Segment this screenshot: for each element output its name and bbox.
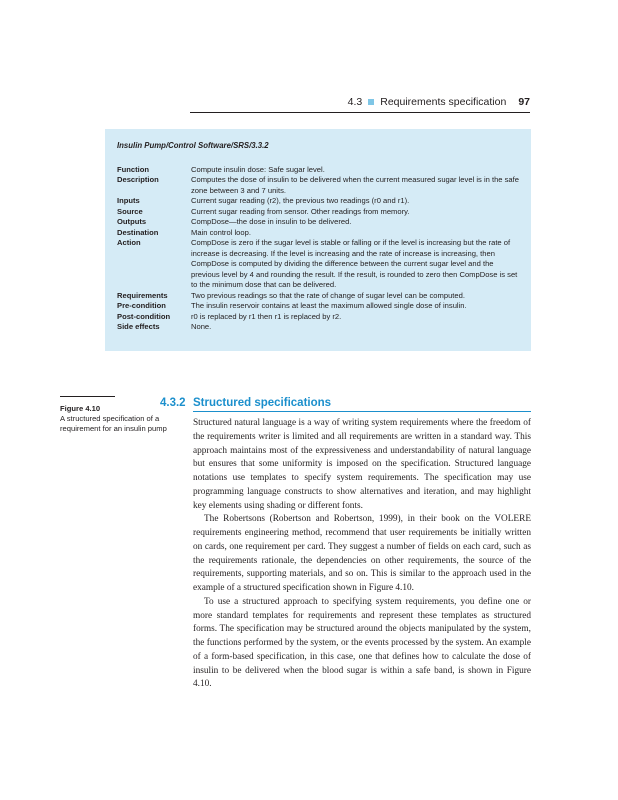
spec-label-destination: Destination <box>117 227 159 237</box>
spec-title: Insulin Pump/Control Software/SRS/3.3.2 <box>117 141 269 150</box>
spec-label-pre-condition: Pre-condition <box>117 301 166 310</box>
spec-row <box>117 175 521 196</box>
spec-value-requirements: Two previous readings so that the rate of change of sugar level can be computed. <box>191 290 465 300</box>
paragraph: To use a structured approach to specifying system requirements, you define one or more standard templates for requirements and represent these templates as structured forms. The specification may be structured around the objects manipulated by the system, the functions performed by the system, or the events processed by the system. An example of a form-based specification, in this case, one that defines how to calculate the dose of insulin to be delivered when the blood sugar is within a safe band, is shown in Figure 4.10. <box>193 596 531 690</box>
page-number: 97 <box>518 96 530 108</box>
spec-row <box>117 291 521 302</box>
spec-value-side-effects: None. <box>191 322 212 331</box>
header-rule <box>190 112 530 113</box>
spec-label-description: Description <box>117 175 159 184</box>
spec-label-outputs: Outputs <box>117 217 147 226</box>
header-square-bullet <box>368 99 374 105</box>
spec-value-destination: Main control loop. <box>191 227 251 237</box>
spec-row <box>117 228 521 239</box>
running-header <box>190 95 530 109</box>
figure-caption-text: A structured specification of a requirement for an insulin pump <box>60 414 167 433</box>
spec-row <box>117 217 521 228</box>
spec-value-description: Computes the dose of insulin to be delivered when the current measured sugar level is in the safe zone between 3 and 7 units. <box>191 175 519 195</box>
section-title: Structured specifications <box>193 397 332 409</box>
spec-row <box>117 196 521 207</box>
figure-label: Figure 4.10 <box>60 404 101 413</box>
section-number: 4.3.2 <box>160 397 186 409</box>
spec-value-function: Compute insulin dose: Safe sugar level. <box>191 164 325 174</box>
spec-label-function: Function <box>117 164 150 174</box>
spec-label-action: Action <box>117 238 141 247</box>
spec-row <box>117 238 521 291</box>
header-section-ref: 4.3 <box>347 96 363 108</box>
spec-value-inputs: Current sugar reading (r2), the previous two readings (r0 and r1). <box>191 196 410 205</box>
spec-value-source: Current sugar reading from sensor. Other readings from memory. <box>191 206 410 216</box>
spec-label-requirements: Requirements <box>117 290 168 300</box>
spec-row <box>117 207 521 218</box>
section-rule <box>193 411 531 412</box>
spec-value-action: CompDose is zero if the sugar level is stable or falling or if the level is increasing but the rate of increase is decreasing. If the level is increasing and the rate of increase is increasing, then CompDose is computed by dividing the difference between the current sugar level and the previous level by 4 and rounding the result. If the result, is rounded to zero then CompDose is set to the minimum dose that can be delivered. <box>191 238 518 289</box>
paragraph: Structured natural language is a way of writing system requirements where the freedom of the requirements writer is limited and all requirements are written in a standard way. This approach maintains most of the expressiveness and understandability of natural language but ensures that some uniformity is imposed on the specification. Structured language notations use templates to specify system requirements. The specification may use programming language constructs to show alternatives and iteration, and may highlight key elements using shading or different fonts. <box>193 418 531 511</box>
specification-box <box>105 129 531 351</box>
header-section-title: Requirements specification <box>380 96 507 108</box>
spec-row <box>117 312 521 323</box>
spec-row <box>117 165 521 176</box>
spec-row <box>117 301 521 312</box>
section-heading <box>160 395 531 411</box>
spec-value-post-condition: r0 is replaced by r1 then r1 is replaced by r2. <box>191 311 342 321</box>
spec-value-outputs: CompDose—the dose in insulin to be delivered. <box>191 217 352 226</box>
paragraph: The Robertsons (Robertson and Robertson, 1999), in their book on the VOLERE requirements engineering method, recommend that user requirements be initially written on cards, one requirement per card. They suggest a number of fields on each card, such as the requirements rationale, the dependencies on other requirements, the source of the requirements, supporting materials, and so on. This is similar to the approach used in the example of a structured specification shown in Figure 4.10. <box>193 514 531 593</box>
spec-value-pre-condition: The insulin reservoir contains at least the maximum allowed single dose of insulin. <box>191 301 467 310</box>
spec-row <box>117 322 521 333</box>
spec-label-side-effects: Side effects <box>117 322 160 331</box>
spec-label-post-condition: Post-condition <box>117 311 171 321</box>
spec-label-inputs: Inputs <box>117 196 140 205</box>
spec-label-source: Source <box>117 206 143 216</box>
body-text <box>193 417 531 692</box>
caption-rule <box>60 396 115 397</box>
